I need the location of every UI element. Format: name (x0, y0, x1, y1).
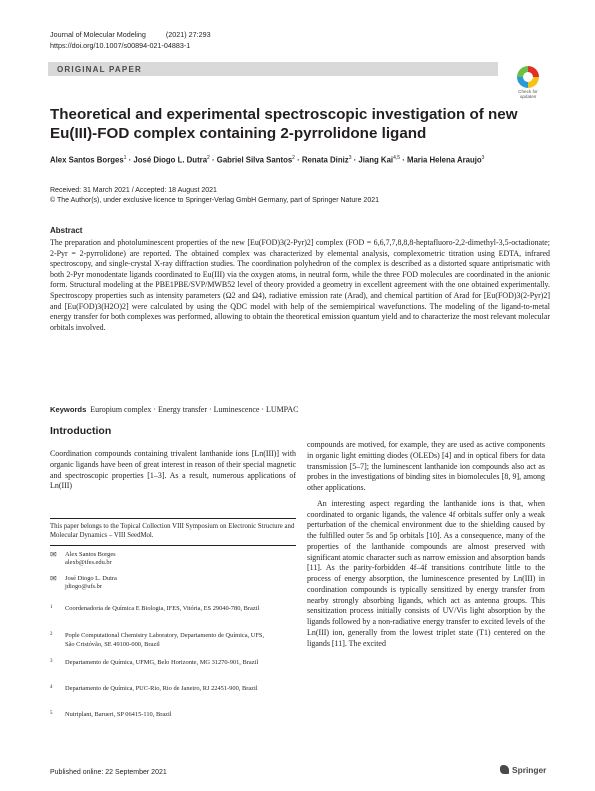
journal-name: Journal of Molecular Modeling (50, 30, 146, 39)
contact-entry (50, 551, 296, 571)
right-column (307, 440, 545, 654)
topical-collection-note: This paper belongs to the Topical Collection VIII Symposium on Electronic Structure and Molecular Dynamics – VIII SeedMol. (50, 523, 295, 539)
keywords-line (50, 405, 550, 414)
abstract-text: The preparation and photoluminescent properties of the new [Eu(FOD)3(2-Pyr)2] complex (FOD = 6,6,7,7,8,8,8-heptafluoro-2,2-dimethyl-3,5-octadionate; 2-Pyr = 2-pyrrolidone) are reported. The obtained complex was characterized by elemental analysis, complexometric titration using EDTA, infrared spectroscopy, and single-crystal X-ray diffraction studies. The coordination polyhedron of the complex is described as a distorted square antiprismatic with both 2-Pyr monodentate ligands coordinated to Eu(III) via the oxygen atoms, in neutral form, while the three FOD molecules are coordinated in the anionic form. Structural modeling at the PBE1PBE/SVP/MWB52 level of theory provided a geometry in excellent agreement with the one obtained experimentally. Spectroscopy properties such as intensity parameters (Ω2 and Ω4), radiative emission rate (Arad), and chemical partition of Arad for [Eu(FOD)3(2-Pyr)2] and [Eu(FOD)3(H2O)2] were calculated by using the QDC model with help of the semiempirical wavefunctions. The modeling of the ligand-to-metal energy transfer for both complexes was performed, allowing to obtain the theoretical emission quantum yield and to characterize the most relevant molecular orbitals involved. (50, 238, 550, 332)
journal-volume: (2021) 27:293 (165, 30, 211, 39)
keywords-label: Keywords (50, 405, 87, 414)
contact-email[interactable]: alexb@ifes.edu.br (65, 559, 112, 567)
paper-title: Theoretical and experimental spectroscopic investigation of new Eu(III)-FOD complex containing 2-pyrrolidone ligand (50, 106, 518, 142)
contact-email[interactable]: jdiogo@ufs.br (65, 583, 102, 591)
author-separator: · (209, 155, 217, 165)
keywords-text: Europium complex · Energy transfer · Luminescence · LUMPAC (90, 405, 299, 414)
author-separator: · (351, 155, 359, 165)
author-name[interactable]: Maria Helena Araujo (406, 155, 482, 165)
check-updates-icon (517, 66, 539, 88)
contact-name: José Diogo L. Dutra (65, 575, 117, 582)
doi-link[interactable]: https://doi.org/10.1007/s00894-021-04883-1 (50, 41, 191, 50)
affiliation-item: 1 Coordenadoria de Química E Biologia, IFES, Vitória, ES 29040-780, Brazil (50, 605, 260, 612)
intro-paragraph: Coordination compounds containing trivalent lanthanide ions [Ln(III)] with organic ligands have been of great interest in reason of their special magnetic and spectroscopic properties [1–3]. As a result, numerous applications of Ln(III) (50, 449, 296, 491)
author-affiliation-mark: 1 (123, 155, 127, 161)
author-affiliation-mark: 2 (292, 155, 295, 161)
check-updates-label: Check for updates (518, 89, 538, 100)
springer-horse-icon (500, 765, 509, 774)
copyright-line: © The Author(s), under exclusive licence to Springer-Verlag GmbH Germany, part of Springer Nature 2021 (50, 197, 379, 204)
affiliation-item: 3 Departamento de Química, UFMG, Belo Horizonte, MG 31270-901, Brazil (50, 659, 259, 666)
section-label: ORIGINAL PAPER (57, 64, 142, 74)
affiliation-item: 2 Pople Computational Chemistry Laboratory, Departamento de Química, UFS, São Cristóvão, SE 49100-000, Brazil (50, 632, 265, 648)
intro-paragraph: An interesting aspect regarding the lanthanide ions is that, when coordinated to organic ligands, the valence 4f orbitals suffer only a weak perturbation of the chemical environment due to the shielding caused by the fulfilled outer 5s and 5p orbitals [10]. As a consequence, many of the properties of the lanthanide compounds are almost preserved with significant atomic character such as narrow emission and absorption bands [11]. As the parity-forbidden 4f–4f transitions contribute little to the process of energy absorption, the luminescence presented by Ln(III) in coordination compounds is typically sensitized by energy transfer from nearby strongly absorbing ligands, which act as antenna groups. This sensitization process initially consists of UV/Vis light absorption by the ligands followed by a non-radiative energy transfer to excited levels of the Ln(III) ion, generally from the lowest triplet state (T1) centered on the ligands [11]. The excited (307, 498, 545, 648)
intro-paragraph: compounds are motived, for example, they are used as active components in organic light emitting diodes (OLEDs) [4] and in optical fibers for data transmission [5–7]; the luminescent lanthanide ion compounds also act as probes in the investigations of binding sites in biomolecules [8, 9], among other applications. (307, 440, 545, 492)
abstract-heading: Abstract (50, 226, 83, 235)
check-for-updates-button[interactable] (512, 66, 544, 99)
author-affiliation-mark: 4,5 (393, 155, 401, 161)
author-separator: · (294, 155, 302, 165)
author-separator: · (126, 155, 134, 165)
author-name[interactable]: Jiang Kai (358, 155, 394, 165)
correspondence-divider (50, 545, 296, 546)
published-online: Published online: 22 September 2021 (50, 769, 167, 776)
author-name[interactable]: Alex Santos Borges (50, 155, 124, 165)
envelope-icon: ✉ (50, 550, 57, 559)
received-dates: Received: 31 March 2021 / Accepted: 18 August 2021 (50, 187, 217, 194)
publisher-name: Springer (512, 765, 547, 775)
journal-header (50, 30, 231, 39)
author-separator: · (400, 155, 407, 165)
author-affiliation-mark: 2 (207, 155, 210, 161)
contact-name: Alex Santos Borges (65, 551, 116, 558)
author-name[interactable]: Gabriel Silva Santos (216, 155, 293, 165)
left-column (50, 449, 296, 497)
author-affiliation-mark: 3 (481, 155, 485, 161)
footnote-divider (50, 518, 296, 519)
section-band (48, 62, 498, 76)
affiliation-item: 4 Departamento de Química, PUC-Rio, Rio de Janeiro, RJ 22451-900, Brazil (50, 685, 258, 692)
contact-entry (50, 575, 296, 595)
author-list (50, 155, 570, 165)
publisher-logo (500, 765, 546, 775)
affiliation-item: 5 Nutriplant, Barueri, SP 06415-110, Brazil (50, 711, 172, 718)
author-affiliation-mark: 3 (348, 155, 352, 161)
author-name[interactable]: Renata Diniz (301, 155, 349, 165)
author-name[interactable]: José Diogo L. Dutra (133, 155, 208, 165)
envelope-icon: ✉ (50, 574, 57, 583)
introduction-heading: Introduction (50, 425, 112, 437)
